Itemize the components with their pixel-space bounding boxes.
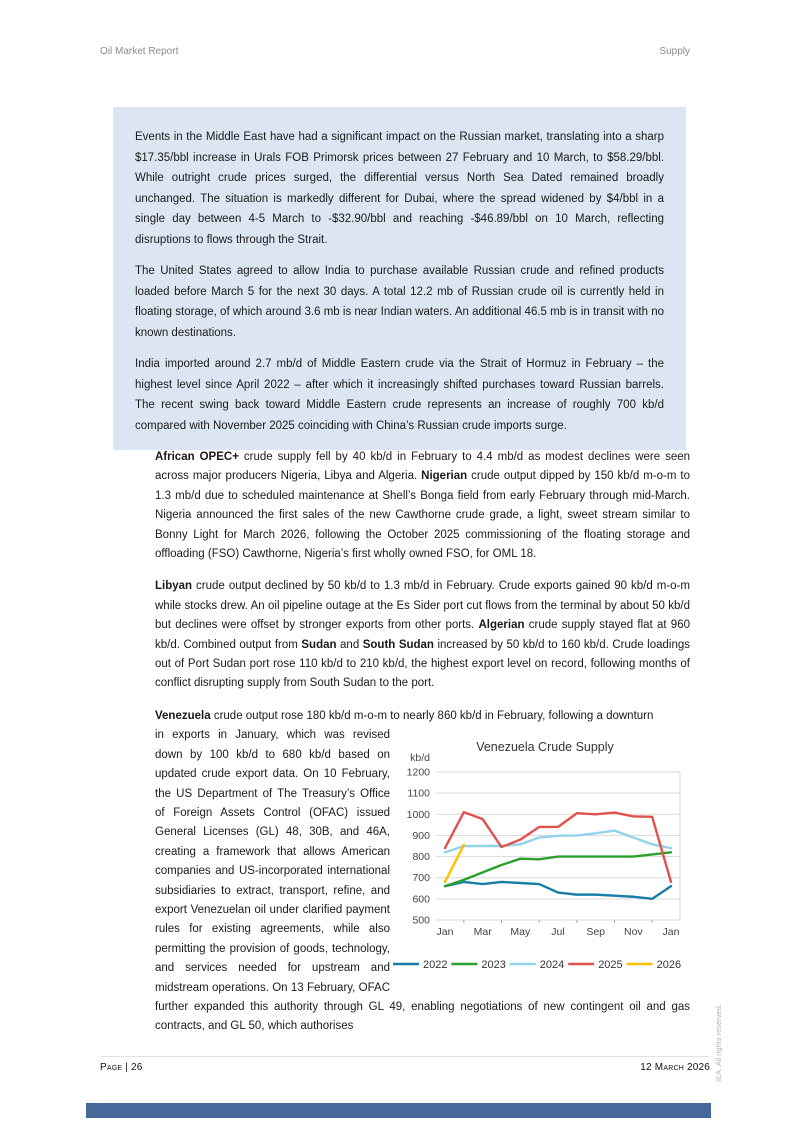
body-paragraph-venezuela-wrap: 500 600 700 800 900 1000 1100 1200 Jan Mar May Jul Sep Nov Jan Venezuela Crude Supply kb/d 2022 2023 2024 2025 2026 in exports in January, which was revised down by 100 kb/d to 680 kb/d based on updated crude export data. On 10 February, the US Department of The Treasury’s Office of Foreign Assets Control (OFAC) issued General Licenses (GL) 48, 30B, and 46A, creating a framework that allows American companies and US-incorporated international subsidiaries to extract, transport, refine, and export Venezuelan oil under clarified payment rules for existing agreements, while also permitting the provision of goods, technology, and services needed for upstream and midstream operations. On 13 February, OFAC further expanded this authority through GL 49, enabling negotiations of new contingent oil and gas contracts, and GL 50, which authorises [155,729,690,1033]
svg-text:2022: 2022 [423,959,448,972]
svg-text:2026: 2026 [656,959,682,972]
box-paragraph-russia: Events in the Middle East have had a significant impact on the Russian market, translating into a sharp $17.35/bbl increase in Urals FOB Primorsk prices between 27 February and 10 March, to $58.29/bbl. While outright crude prices surged, the differential versus North Sea Dated remained broadly unchanged. The situation is markedly different for Dubai, where the spread widened by $4/bbl in a single day between 4-5 March to -$32.90/bbl and reaching -$46.89/bbl on 10 March, reflecting disruptions to flows through the Strait. [135,131,664,246]
svg-text:2023: 2023 [481,959,506,972]
body-section [155,448,690,1037]
bottom-bar [86,1103,711,1118]
venezuela-crude-supply-chart [390,736,690,983]
footer-date: 12 March 2026 [640,1062,710,1073]
box-paragraph-india-imports: India imported around 2.7 mb/d of Middle Eastern crude via the Strait of Hormuz in February – the highest level since April 2022 – after which it increasingly shifted purchases toward Russian barrels. The recent swing back toward Middle Eastern crude represents an increase of roughly 700 kb/d compared with November 2025 coinciding with China’s Russian crude imports surge. [135,358,664,432]
svg-text:500: 500 [412,914,430,927]
highlight-box [113,107,686,450]
body-paragraph-african-opec: African OPEC+ crude supply fell by 40 kb/d in February to 4.4 mb/d as modest declines were seen across major producers Nigeria, Libya and Algeria. Nigerian crude output dipped by 150 kb/d m-o-m to 1.3 mb/d due to scheduled maintenance at Shell’s Bonga field from early February through mid-March. Nigeria announced the first sales of the new Cawthorne crude grade, a light, sweet stream similar to Bonny Light for March 2026, following the October 2025 commissioning of the floating storage and offloading (FSO) Cawthorne, Nigeria’s first wholly owned FSO, for OML 18. [155,451,691,561]
report-footer [100,1062,710,1073]
svg-text:700: 700 [412,872,430,885]
svg-text:Jul: Jul [551,926,565,939]
footer-rule [100,1056,710,1057]
page-number: Page | 26 [100,1062,143,1073]
svg-text:Nov: Nov [623,926,643,939]
svg-text:Mar: Mar [473,926,492,939]
svg-text:2025: 2025 [598,959,623,972]
svg-text:1000: 1000 [406,809,430,822]
svg-text:May: May [510,926,531,939]
svg-text:900: 900 [412,830,430,843]
svg-text:1200: 1200 [406,766,430,779]
svg-text:800: 800 [412,851,430,864]
venezuela-chart-svg [390,736,690,983]
box-paragraph-india-us: The United States agreed to allow India to purchase available Russian crude and refined products loaded before March 5 for the next 30 days. A total 12.2 mb of Russian crude oil is currently held in floating storage, of which around 3.6 mb is near Indian waters. An additional 46.5 mb is in transit with no known destinations. [135,265,664,339]
report-header [100,46,690,57]
body-paragraph-libya-algeria-sudan: Libyan crude output declined by 50 kb/d to 1.3 mb/d in February. Crude exports gained 90 kb/d m-o-m while stocks drew. An oil pipeline outage at the Es Sider port cut flows from the terminal by about 50 kb/d but declines were offset by stronger exports from other ports. Algerian crude supply stayed flat at 960 kb/d. Combined output from Sudan and South Sudan increased by 50 kb/d to 160 kb/d. Crude loadings out of Port Sudan port rose 110 kb/d to 210 kb/d, the highest export level on record, following months of conflict disrupting supply from South Sudan to the port. [155,580,690,690]
header-right-label: Supply [659,46,690,57]
svg-text:2024: 2024 [539,959,565,972]
svg-text:Jan: Jan [436,926,454,939]
svg-text:Venezuela Crude Supply: Venezuela Crude Supply [476,740,614,755]
svg-text:1100: 1100 [407,787,430,800]
svg-text:600: 600 [412,893,430,906]
header-left-label: Oil Market Report [100,46,179,57]
copyright-sidenote: IEA. All rights reserved. [714,1004,723,1082]
body-paragraph-venezuela-intro: Venezuela crude output rose 180 kb/d m-o-m to nearly 860 kb/d in February, following a downturn [155,709,654,722]
svg-text:Sep: Sep [586,926,606,939]
svg-text:Jan: Jan [662,926,680,939]
svg-text:kb/d: kb/d [410,752,430,765]
